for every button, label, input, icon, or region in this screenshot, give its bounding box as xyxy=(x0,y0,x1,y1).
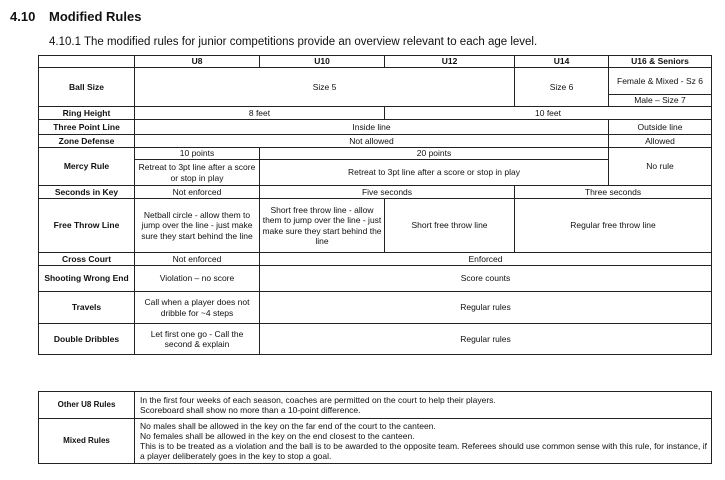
section-number: 4.10 xyxy=(10,9,36,24)
travels-u8: Call when a player does not dribble for ~4 steps xyxy=(135,292,260,324)
seconds-in-key-u8: Not enforced xyxy=(135,186,260,199)
shooting-wrong-end-u10-u16: Score counts xyxy=(260,266,712,292)
mercy-rule-u10-u14-text: Retreat to 3pt line after a score or stop in play xyxy=(260,160,609,186)
mercy-rule-row xyxy=(39,148,712,160)
shooting-wrong-end-u8: Violation – no score xyxy=(135,266,260,292)
other-u8-line-2: Scoreboard shall show no more than a 10-point difference. xyxy=(140,405,361,415)
cross-court-label: Cross Court xyxy=(39,253,135,266)
ball-size-u8-u12: Size 5 xyxy=(135,68,515,107)
ring-height-u12-plus: 10 feet xyxy=(385,107,712,120)
double-dribbles-row xyxy=(39,324,712,355)
other-u8-row xyxy=(39,392,712,419)
cross-court-u8: Not enforced xyxy=(135,253,260,266)
free-throw-u8: Netball circle - allow them to jump over the line - just make sure they start behind the line xyxy=(135,199,260,253)
travels-label: Travels xyxy=(39,292,135,324)
other-u8-text xyxy=(135,392,712,419)
mercy-rule-u10-u14-points: 20 points xyxy=(260,148,609,160)
mixed-rules-line-1: No males shall be allowed in the key on the far end of the court to the canteen. xyxy=(140,420,436,431)
zone-defense-u16: Allowed xyxy=(609,135,712,148)
ring-height-u8-u10: 8 feet xyxy=(135,107,385,120)
mixed-rules-row xyxy=(39,419,712,464)
free-throw-u10: Short free throw line - allow them to jump over the line - just make sure they start behind the line xyxy=(260,199,385,253)
mixed-rules-text xyxy=(135,419,712,464)
three-point-u16: Outside line xyxy=(609,120,712,135)
mixed-rules-line-3: This is to be treated as a violation and the ball is to be awarded to the opposite team. Referees should use common sense with this rule, for instance, if a player deliberately goes in the key to stop a goal. xyxy=(140,441,707,462)
mercy-rule-label: Mercy Rule xyxy=(39,148,135,186)
intro-paragraph: 4.10.1 The modified rules for junior competitions provide an overview relevant to each age level. xyxy=(49,36,538,48)
free-throw-label: Free Throw Line xyxy=(39,199,135,253)
section-title: Modified Rules xyxy=(49,9,142,24)
header-u10: U10 xyxy=(260,56,385,68)
ball-size-u16-female-mixed: Female & Mixed - Sz 6 xyxy=(609,68,712,95)
ring-height-label: Ring Height xyxy=(39,107,135,120)
mixed-rules-label: Mixed Rules xyxy=(39,419,135,464)
header-empty-cell xyxy=(39,56,135,68)
travels-u10-u16: Regular rules xyxy=(260,292,712,324)
free-throw-row xyxy=(39,199,712,253)
seconds-in-key-label: Seconds in Key xyxy=(39,186,135,199)
seconds-in-key-row xyxy=(39,186,712,199)
shooting-wrong-end-label: Shooting Wrong End xyxy=(39,266,135,292)
mercy-rule-u8-text: Retreat to 3pt line after a score or stop in play xyxy=(135,160,260,186)
free-throw-u14-u16: Regular free throw line xyxy=(515,199,712,253)
header-u16-seniors: U16 & Seniors xyxy=(609,56,712,68)
mercy-rule-u16: No rule xyxy=(609,148,712,186)
ball-size-label: Ball Size xyxy=(39,68,135,107)
three-point-u8-u14: Inside line xyxy=(135,120,609,135)
ball-size-row xyxy=(39,68,712,95)
header-u14: U14 xyxy=(515,56,609,68)
modified-rules-table xyxy=(38,55,712,355)
zone-defense-label: Zone Defense xyxy=(39,135,135,148)
double-dribbles-label: Double Dribbles xyxy=(39,324,135,355)
shooting-wrong-end-row xyxy=(39,266,712,292)
seconds-in-key-u14-u16: Three seconds xyxy=(515,186,712,199)
cross-court-row xyxy=(39,253,712,266)
ring-height-row xyxy=(39,107,712,120)
seconds-in-key-u10-u12: Five seconds xyxy=(260,186,515,199)
double-dribbles-u8: Let first one go - Call the second & explain xyxy=(135,324,260,355)
free-throw-u12: Short free throw line xyxy=(385,199,515,253)
other-u8-line-1: In the first four weeks of each season, coaches are permitted on the court to help their players. xyxy=(140,394,496,405)
header-row xyxy=(39,56,712,68)
zone-defense-u8-u14: Not allowed xyxy=(135,135,609,148)
other-u8-label: Other U8 Rules xyxy=(39,392,135,419)
travels-row xyxy=(39,292,712,324)
zone-defense-row xyxy=(39,135,712,148)
cross-court-u10-u16: Enforced xyxy=(260,253,712,266)
three-point-row xyxy=(39,120,712,135)
double-dribbles-u10-u16: Regular rules xyxy=(260,324,712,355)
mixed-rules-line-2: No females shall be allowed in the key on the end closest to the canteen. xyxy=(140,430,415,441)
mercy-rule-u8-points: 10 points xyxy=(135,148,260,160)
header-u12: U12 xyxy=(385,56,515,68)
other-rules-table xyxy=(38,391,712,464)
ball-size-u14: Size 6 xyxy=(515,68,609,107)
three-point-label: Three Point Line xyxy=(39,120,135,135)
ball-size-u16-male: Male – Size 7 xyxy=(609,95,712,107)
header-u8: U8 xyxy=(135,56,260,68)
